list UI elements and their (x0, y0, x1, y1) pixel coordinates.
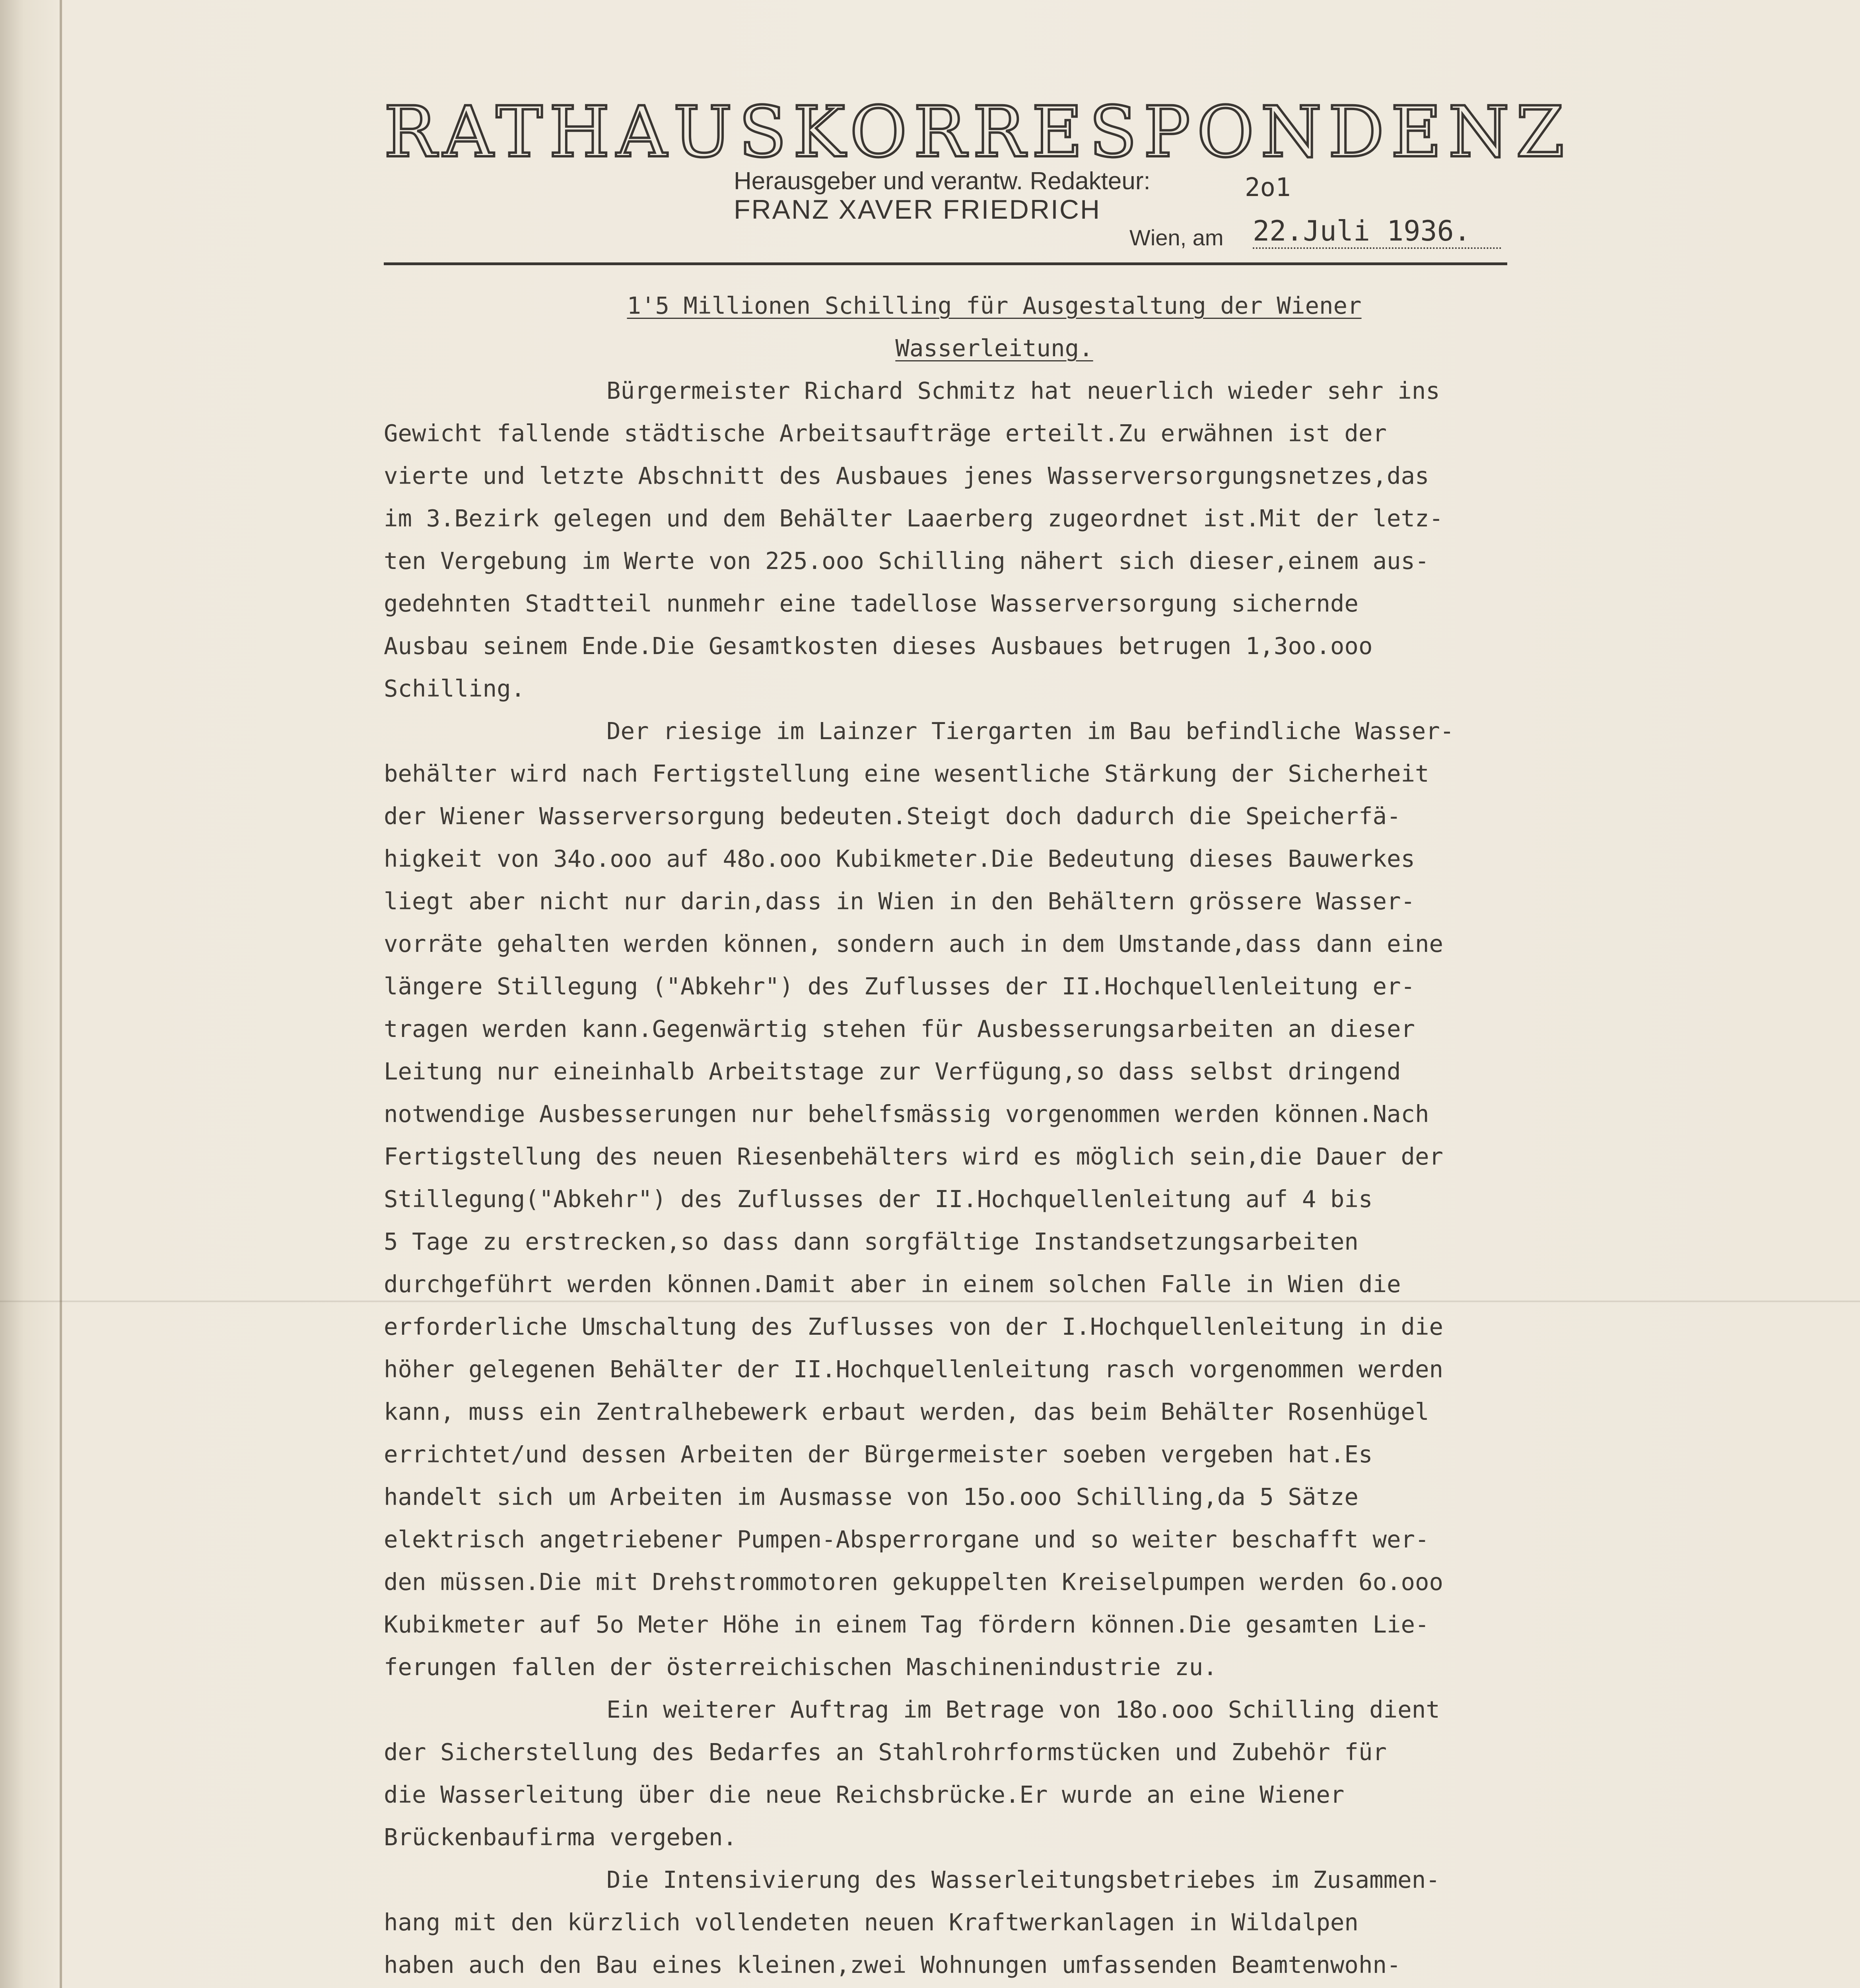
article-line: im 3.Bezirk gelegen und dem Behälter Laaerberg zugeordnet ist.Mit der letz- (384, 505, 1444, 532)
issue-number: 2o1 (1245, 173, 1291, 202)
article-line: durchgeführt werden können.Damit aber in einem solchen Falle in Wien die (384, 1270, 1401, 1298)
header-rule (384, 262, 1507, 265)
publisher-label: Herausgeber und verantw. Redakteur: (734, 167, 1151, 195)
article-line: der Sicherstellung des Bedarfes an Stahlrohrformstücken und Zubehör für (384, 1738, 1387, 1766)
article-line: liegt aber nicht nur darin,dass in Wien in den Behältern grössere Wasser- (384, 887, 1415, 915)
article-line: der Wiener Wasserversorgung bedeuten.Steigt doch dadurch die Speicherfä- (384, 802, 1401, 830)
article-line: kann, muss ein Zentralhebewerk erbaut werden, das beim Behälter Rosenhügel (384, 1398, 1429, 1425)
article-line: Ausbau seinem Ende.Die Gesamtkosten dieses Ausbaues betrugen 1,3oo.ooo (384, 632, 1373, 660)
article-line (384, 1986, 1605, 1988)
article-line: vierte und letzte Abschnitt des Ausbaues jenes Wasserversorgungsnetzes,das (384, 462, 1429, 489)
article-line: tragen werden kann.Gegenwärtig stehen für Ausbesserungsarbeiten an dieser (384, 1015, 1415, 1043)
article-body (384, 284, 1605, 1988)
article-line: Die Intensivierung des Wasserleitungsbetriebes im Zusammen- (606, 1866, 1440, 1893)
article-line: hang mit den kürzlich vollendeten neuen Kraftwerkanlagen in Wildalpen (384, 1908, 1359, 1936)
masthead-title: RATHAUSKORRESPONDENZ (384, 91, 1571, 173)
publisher-name: FRANZ XAVER FRIEDRICH (734, 194, 1101, 225)
article-line: haben auch den Bau eines kleinen,zwei Wohnungen umfassenden Beamtenwohn- (384, 1951, 1401, 1978)
article-line: Leitung nur eineinhalb Arbeitstage zur Verfügung,so dass selbst dringend (384, 1058, 1401, 1085)
article-line: längere Stillegung ("Abkehr") des Zuflusses der II.Hochquellenleitung er- (384, 973, 1415, 1000)
article-line: erforderliche Umschaltung des Zuflusses von der I.Hochquellenleitung in die (384, 1313, 1444, 1340)
article-line: errichtet/und dessen Arbeiten der Bürgermeister soeben vergeben hat.Es (384, 1441, 1373, 1468)
article-line: Kubikmeter auf 5o Meter Höhe in einem Tag fördern können.Die gesamten Lie- (384, 1611, 1429, 1638)
article-line: die Wasserleitung über die neue Reichsbrücke.Er wurde an eine Wiener (384, 1781, 1345, 1808)
article-line: Gewicht fallende städtische Arbeitsaufträge erteilt.Zu erwähnen ist der (384, 419, 1387, 447)
article-line: ten Vergebung im Werte von 225.ooo Schilling nähert sich dieser,einem aus- (384, 547, 1429, 575)
article-line: Stillegung("Abkehr") des Zuflusses der II.Hochquellenleitung auf 4 bis (384, 1185, 1373, 1213)
article-line: Der riesige im Lainzer Tiergarten im Bau befindliche Wasser- (606, 717, 1454, 745)
article-line: elektrisch angetriebener Pumpen-Absperrorgane und so weiter beschafft wer- (384, 1526, 1429, 1553)
article-line: Schilling. (384, 675, 525, 702)
issue-date: 22.Juli 1936. (1253, 215, 1501, 249)
article-line: behälter wird nach Fertigstellung eine wesentliche Stärkung der Sicherheit (384, 760, 1429, 787)
place-date-label: Wien, am (1129, 225, 1224, 250)
article-line: 5 Tage zu erstrecken,so dass dann sorgfältige Instandsetzungsarbeiten (384, 1228, 1359, 1255)
article-line: vorräte gehalten werden können, sondern auch in dem Umstande,dass dann eine (384, 930, 1444, 957)
binding-edge (60, 0, 62, 1988)
article-title-line-1: 1'5 Millionen Schilling für Ausgestaltung der Wiener (627, 292, 1362, 319)
article-line: Brückenbaufirma vergeben. (384, 1823, 737, 1851)
article-line: Ein weiterer Auftrag im Betrage von 18o.ooo Schilling dient (606, 1696, 1440, 1723)
article-line: higkeit von 34o.ooo auf 48o.ooo Kubikmeter.Die Bedeutung dieses Bauwerkes (384, 845, 1415, 872)
article-line: Fertigstellung des neuen Riesenbehälters wird es möglich sein,die Dauer der (384, 1143, 1444, 1170)
article-title-line-2: Wasserleitung. (895, 334, 1093, 362)
article-line: notwendige Ausbesserungen nur behelfsmässig vorgenommen werden können.Nach (384, 1100, 1429, 1128)
article-line: höher gelegenen Behälter der II.Hochquellenleitung rasch vorgenommen werden (384, 1355, 1444, 1383)
article-line: handelt sich um Arbeiten im Ausmasse von 15o.ooo Schilling,da 5 Sätze (384, 1483, 1359, 1510)
article-line: den müssen.Die mit Drehstrommotoren gekuppelten Kreiselpumpen werden 6o.ooo (384, 1568, 1444, 1596)
article-line: ferungen fallen der österreichischen Maschinenindustrie zu. (384, 1653, 1217, 1681)
article-line: Bürgermeister Richard Schmitz hat neuerlich wieder sehr ins (606, 377, 1440, 404)
article-line: gedehnten Stadtteil nunmehr eine tadellose Wasserversorgung sichernde (384, 590, 1359, 617)
